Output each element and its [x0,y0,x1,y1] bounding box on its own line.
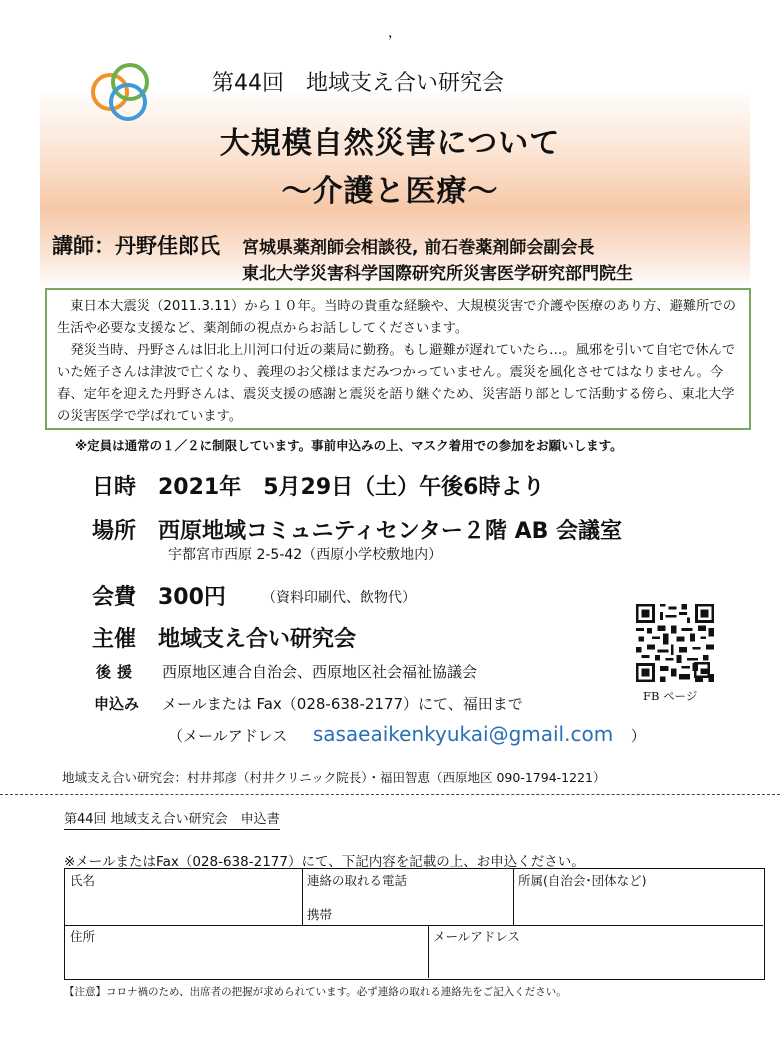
event-address: 宇都宮市西原 2-5-42（西原小学校敷地内） [168,547,443,563]
apply-value: メールまたは Fax（028-638-2177）にて、福田まで [162,695,523,713]
phone-label: 連絡の取れる電話 [307,873,408,888]
event-date: 日時 2021年 5月29日（土）午後6時より [92,475,545,500]
email-prefix: （メールアドレス [168,727,288,745]
lecturer-name: 講師：丹野佳郎氏 [52,234,220,258]
page-subtitle: ～介護と医療～ [281,174,499,209]
lecturer-role-2: 東北大学災害科学国際研究所災害医学研究部門院生 [242,264,633,284]
cut-line [0,794,780,795]
support-label: 後援 [96,663,139,681]
intro-paragraph-1: 東日本大震災（2011.3.11）から１０年。当時の貴重な経験や、大規模災害で介護や医療のあり方、避難所での生活や必要な支援など、薬剤師の視点からお話ししてくださいます。 [57,299,737,336]
session-title: 第44回 地域支え合い研究会 [212,71,504,96]
mobile-field[interactable] [302,903,337,925]
page-title: 大規模自然災害について [219,126,561,161]
apply-label: 申込み [94,695,140,713]
address-field[interactable] [65,925,428,978]
top-mark: ， [388,25,402,41]
affiliation-field[interactable] [513,869,763,925]
fee-note: （資料印刷代、飲物代） [262,590,416,606]
organizer-contact: 地域支え合い研究会：村井邦彦（村井クリニック院長）・福田智恵（西原地区 090-1794-1221） [62,770,606,785]
event-host: 主催 地域支え合い研究会 [92,627,357,652]
application-form-table [64,868,765,980]
address-label: 住所 [70,929,96,944]
form-instruction: ※メールまたはFax（028-638-2177）にて、下記内容を記載の上、お申込ください。 [64,854,585,870]
capacity-notice: ※定員は通常の１／２に制限しています。事前申込みの上、マスク着用での参加をお願いします。 [75,438,623,453]
form-title: 第44回 地域支え合い研究会 申込書 [64,808,280,830]
email-link[interactable]: sasaeaikenkyukai@gmail.com [312,722,614,746]
support-value: 西原地区連合自治会、西原地区社会福祉協議会 [162,663,478,681]
footer-note: 【注意】コロナ禍のため、出席者の把握が求められています。必ず連絡の取れる連絡先をご記入ください。 [64,986,567,998]
name-label: 氏名 [70,873,96,888]
email-line [168,722,646,746]
name-field[interactable] [65,869,302,925]
affiliation-label: 所属(自治会･団体など) [518,873,647,888]
qr-code-icon[interactable] [636,604,714,682]
event-place: 場所 西原地域コミュニティセンター２階 AB 会議室 [92,519,623,544]
email-label: メールアドレス [433,929,520,944]
mobile-label: 携帯 [307,907,333,922]
email-suffix: ） [630,727,646,745]
rings-logo-icon [88,62,154,124]
qr-label: FB ページ [643,689,698,703]
lecturer-role-1: 宮城県薬剤師会相談役, 前石巻薬剤師会副会長 [242,238,595,258]
email-field[interactable] [428,925,763,978]
intro-paragraph-2: 発災当時、丹野さんは旧北上川河口付近の薬局に勤務。もし避難が遅れていたら…。風邪を引いて自宅で休んでいた姪子さんは津波で亡くなり、義理のお父様はまだみつかっていません。震災を風化させてはなりません。今春、定年を迎えた丹野さんは、震災支援の感謝と震災を語り継ぐため、災害語り部として活動する傍ら、東北大学の災害医学で学ばれています。 [57,343,736,424]
event-fee: 会費 300円 [92,585,226,610]
intro-box [45,288,751,430]
